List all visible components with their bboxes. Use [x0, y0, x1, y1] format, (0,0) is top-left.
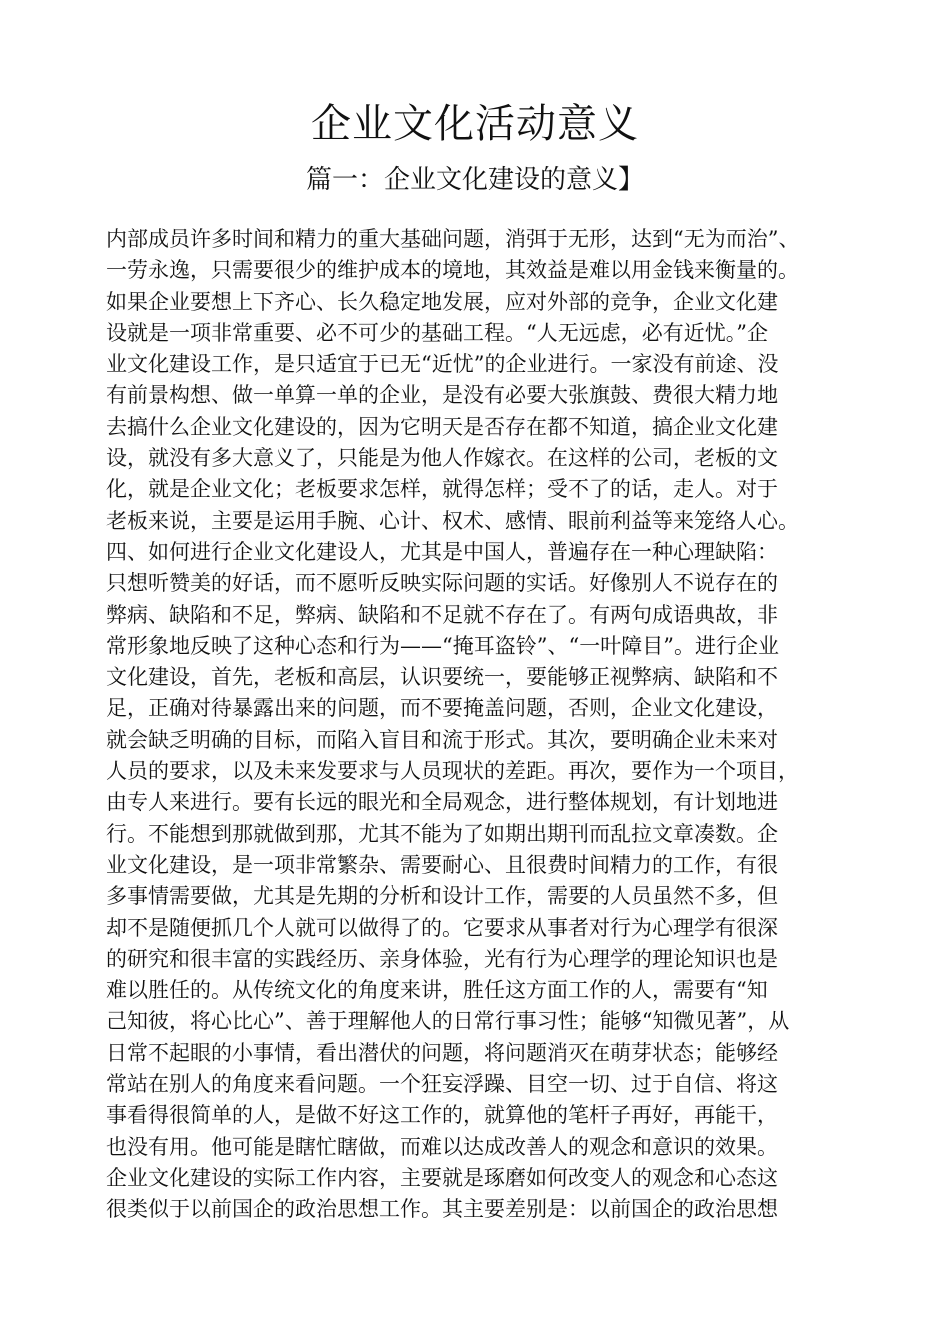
body-text: [106, 224, 866, 1226]
text-line: 设就是一项非常重要、必不可少的基础工程。“人无远虑，必有近忧。”企: [106, 320, 768, 345]
text-line: 业文化建设工作，是只适宜于已无“近忧”的企业进行。一家没有前途、没: [106, 352, 779, 377]
text-line: 人员的要求，以及未来发要求与人员现状的差距。再次，要作为一个项目，: [106, 759, 799, 784]
text-line: 四、如何进行企业文化建设人，尤其是中国人，普遍存在一种心理缺陷：: [106, 539, 778, 564]
text-line: 却不是随便抓几个人就可以做得了的。它要求从事者对行为心理学有很深: [106, 915, 778, 940]
text-line: 只想听赞美的好话，而不愿听反映实际问题的实话。好像别人不说存在的: [106, 571, 778, 596]
text-line: 文化建设，首先，老板和高层，认识要统一，要能够正视弊病、缺陷和不: [106, 665, 778, 690]
text-line: 难以胜任的。从传统文化的角度来讲，胜任这方面工作的人，需要有“知: [106, 978, 768, 1003]
text-line: 的研究和很丰富的实践经历、亲身体验，光有行为心理学的理论知识也是: [106, 946, 778, 971]
text-line: 由专人来进行。要有长远的眼光和全局观念，进行整体规划，有计划地进: [106, 790, 778, 815]
text-line: 就会缺乏明确的目标，而陷入盲目和流于形式。其次，要明确企业未来对: [106, 727, 778, 752]
text-line: 去搞什么企业文化建设的，因为它明天是否存在都不知道，搞企业文化建: [106, 414, 778, 439]
text-line: 内部成员许多时间和精力的重大基础问题，消弭于无形，达到“无为而治”、: [106, 227, 800, 251]
text-line: 常站在别人的角度来看问题。一个狂妄浮躁、目空一切、过于自信、将这: [106, 1072, 778, 1097]
text-line: 一劳永逸，只需要很少的维护成本的境地，其效益是难以用金钱来衡量的。: [106, 258, 799, 283]
document-subtitle: 篇一：企业文化建设的意义】: [305, 165, 644, 195]
text-line: 行。不能想到那就做到那，尤其不能为了如期出期刊而乱拉文章凑数。企: [106, 821, 778, 846]
text-line: 如果企业要想上下齐心、长久稳定地发展，应对外部的竞争，企业文化建: [106, 289, 778, 314]
text-line: 己知彼，将心比心”、善于理解他人的日常行事习性；能够“知微见著”，从: [106, 1009, 790, 1034]
text-line: 日常不起眼的小事情，看出潜伏的问题，将问题消灭在萌芽状态；能够经: [106, 1040, 778, 1065]
text-line: 多事情需要做，尤其是先期的分析和设计工作，需要的人员虽然不多，但: [106, 884, 778, 909]
text-line: 有前景构想、做一单算一单的企业，是没有必要大张旗鼓、费很大精力地: [106, 383, 778, 408]
text-line: 也没有用。他可能是瞎忙瞎做，而难以达成改善人的观念和意识的效果。: [106, 1134, 778, 1159]
text-line: 业文化建设，是一项非常繁杂、需要耐心、且很费时间精力的工作，有很: [106, 852, 778, 877]
text-line: 设，就没有多大意义了，只能是为他人作嫁衣。在这样的公司，老板的文: [106, 446, 778, 471]
text-line: 很类似于以前国企的政治思想工作。其主要差别是：以前国企的政治思想: [106, 1197, 778, 1222]
text-line: 足，正确对待暴露出来的问题，而不要掩盖问题，否则，企业文化建设，: [106, 696, 778, 721]
text-line: 企业文化建设的实际工作内容，主要就是琢磨如何改变人的观念和心态这: [106, 1165, 778, 1190]
text-line: 常形象地反映了这种心态和行为——“掩耳盗铃”、“一叶障目”。进行企业: [106, 633, 779, 658]
text-line: 化，就是企业文化；老板要求怎样，就得怎样；受不了的话，走人。对于: [106, 477, 778, 502]
document-title: 企业文化活动意义: [311, 101, 639, 147]
text-line: 老板来说，主要是运用手腕、心计、权术、感情、眼前利益等来笼络人心。: [106, 508, 799, 533]
text-line: 事看得很简单的人，是做不好这工作的，就算他的笔杆子再好，再能干，: [106, 1103, 778, 1128]
text-line: 弊病、缺陷和不足，弊病、缺陷和不足就不存在了。有两句成语典故，非: [106, 602, 778, 627]
